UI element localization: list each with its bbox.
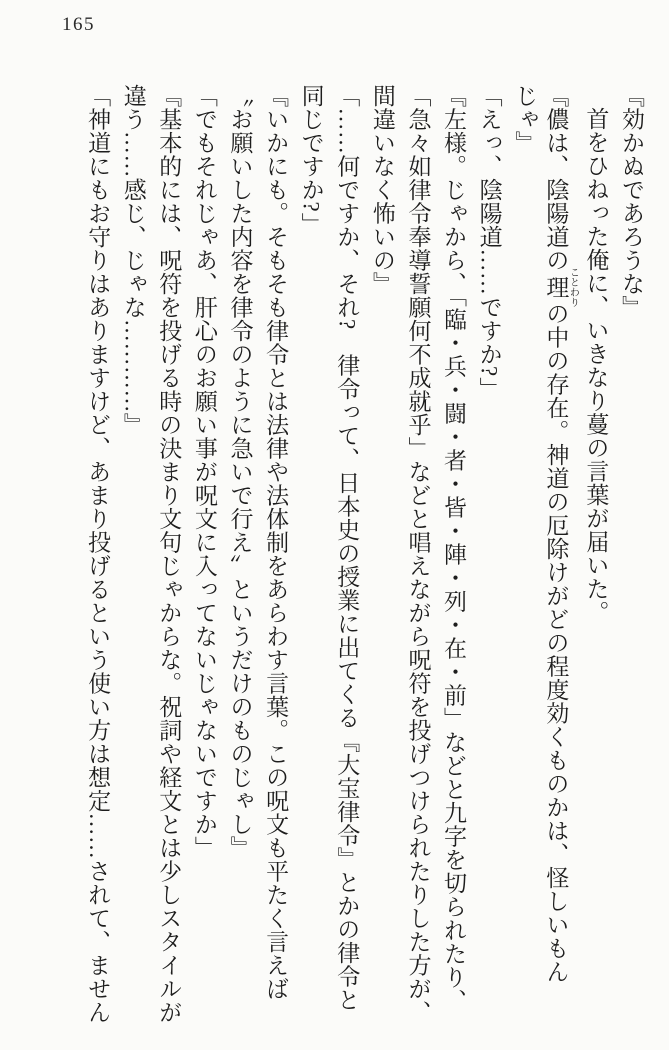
text-column: 『儂は、陰陽道の理 ことわりの中の存在。神道の厄除けがどの程度効くものかは、怪しいもん <box>543 84 579 984</box>
text-column: 「えっ、陰陽道……ですか?」 <box>476 84 502 401</box>
text-column: 同じですか?」 <box>298 84 324 236</box>
text-column: 『基本的には、呪符を投げる時の決まり文句じゃからな。祝詞や経文とは少しスタイルが <box>156 84 182 1024</box>
text-column: 「神道にもお守りはありますけど、あまり投げるという使い方は想定……されて、ません <box>85 84 111 1024</box>
ruby-annotation: 理 ことわり <box>543 267 579 307</box>
page-text <box>80 84 650 1024</box>
text-column: 「……何ですか、それ? 律令って、日本史の授業に出てくる『大宝律令』とかの律令と <box>334 84 360 1012</box>
text-column: 違う……感じ、じゃな…………』 <box>120 84 146 437</box>
text-column: 間違いなく怖いの』 <box>369 84 395 296</box>
text-column: 『いかにも。そもそも律令とは法律や法体制をあらわす言葉。この呪文も平たく言えば <box>263 84 289 1001</box>
text-column: じゃ』 <box>512 84 538 155</box>
text-column: 『左様。じゃから、「臨・兵・闘・者・皆・陣・列・在・前」などと九字を切られたり、 <box>441 84 467 1013</box>
text-column: 首をひねった俺に、いきなり蔓の言葉が届いた。 <box>583 107 609 624</box>
text-column: 〝お願いした内容を律令のように急いで行え〟というだけのものじゃし』 <box>227 84 253 860</box>
text-column: 「でもそれじゃあ、肝心のお願い事が呪文に入ってないじゃないですか」 <box>191 84 217 860</box>
text-column: 「急々如律令奉導誓願何不成就乎」などと唱えながら呪符を投げつけられたりした方が、 <box>405 84 431 1024</box>
text-column: 『効かぬであろうな』 <box>619 84 644 319</box>
page-number: 165 <box>62 14 95 35</box>
